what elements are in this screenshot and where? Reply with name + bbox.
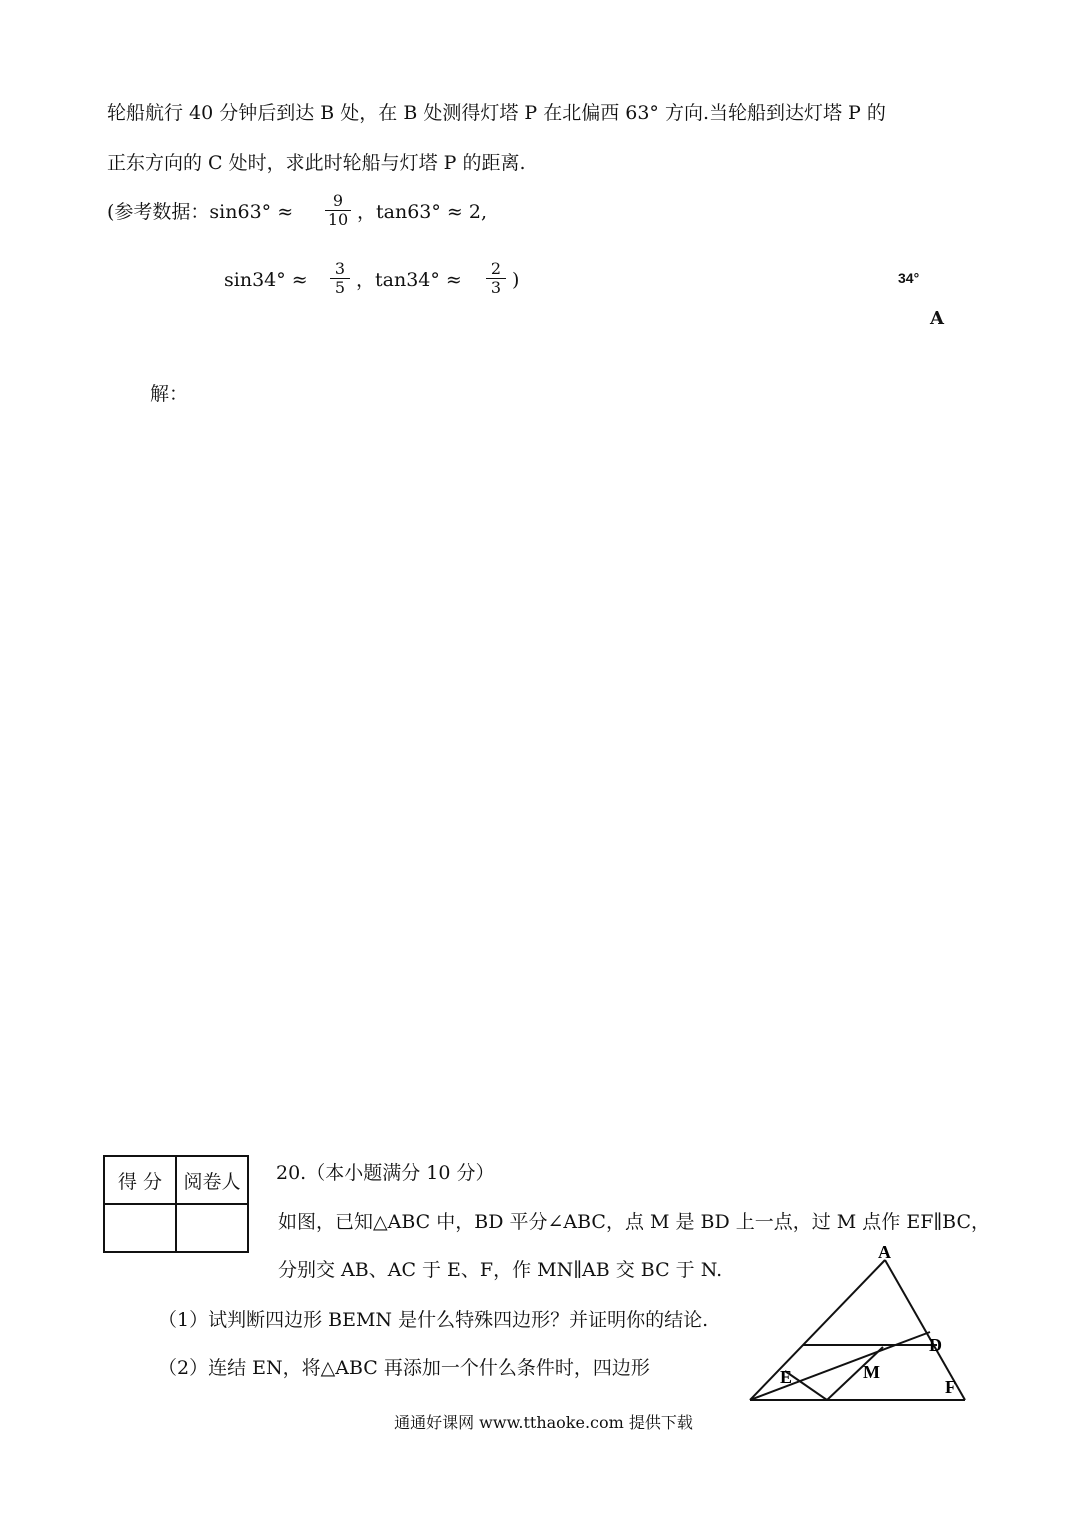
p19-ref-mid: ，tan63° ≈ 2, — [357, 201, 488, 223]
label-m: M — [863, 1362, 880, 1382]
figure-angle-label: 34° — [898, 270, 920, 286]
answer-label: 解： — [150, 383, 189, 405]
label-a: A — [878, 1245, 891, 1262]
segment-bd — [750, 1332, 930, 1400]
label-f: F — [945, 1377, 956, 1397]
fraction-numerator: 2 — [486, 260, 506, 279]
p20-question2: （2）连结 EN，将△ABC 再添加一个什么条件时，四边形 — [158, 1357, 650, 1379]
triangle-figure — [735, 1245, 995, 1415]
p20-text1: 如图，已知△ABC 中，BD 平分∠ABC，点 M 是 BD 上一点，过 M 点作 EF∥BC， — [278, 1211, 991, 1233]
p20-text2: 分别交 AB、AC 于 E、F，作 MN∥AB 交 BC 于 N. — [278, 1259, 723, 1281]
figure-point-a-label: A — [930, 308, 944, 329]
fraction-denominator: 10 — [327, 210, 349, 229]
p20-question1: （1）试判断四边形 BEMN 是什么特殊四边形？并证明你的结论. — [158, 1309, 709, 1331]
score-header: 得 分 — [104, 1156, 176, 1204]
fraction-9-10 — [325, 192, 351, 229]
p19-ref2-b: ，tan34° ≈ — [356, 269, 462, 291]
score-table — [103, 1155, 249, 1253]
fraction-2-3 — [486, 260, 506, 297]
p19-line1: 轮船航行 40 分钟后到达 B 处，在 B 处测得灯塔 P 在北偏西 63° 方向.当轮船到达灯塔 P 的 — [107, 102, 886, 124]
fraction-numerator: 3 — [330, 260, 350, 279]
fraction-3-5 — [330, 260, 350, 297]
p19-ref2-c: ) — [512, 269, 520, 291]
p19-ref2-a: sin34° ≈ — [224, 269, 308, 291]
p19-ref-prefix: (参考数据：sin63° ≈ — [107, 201, 294, 223]
p20-header: 20.（本小题满分 10 分） — [276, 1162, 495, 1184]
score-cell[interactable] — [104, 1204, 176, 1252]
footer-credit: 通通好课网 www.tthaoke.com 提供下载 — [394, 1413, 693, 1432]
fraction-denominator: 5 — [334, 278, 346, 297]
label-e: E — [780, 1367, 793, 1387]
label-d: D — [929, 1335, 942, 1355]
p19-line2: 正东方向的 C 处时，求此时轮船与灯塔 P 的距离. — [107, 152, 526, 174]
fraction-denominator: 3 — [490, 278, 502, 297]
grader-header: 阅卷人 — [176, 1156, 248, 1204]
grader-cell[interactable] — [176, 1204, 248, 1252]
fraction-numerator: 9 — [325, 192, 351, 211]
